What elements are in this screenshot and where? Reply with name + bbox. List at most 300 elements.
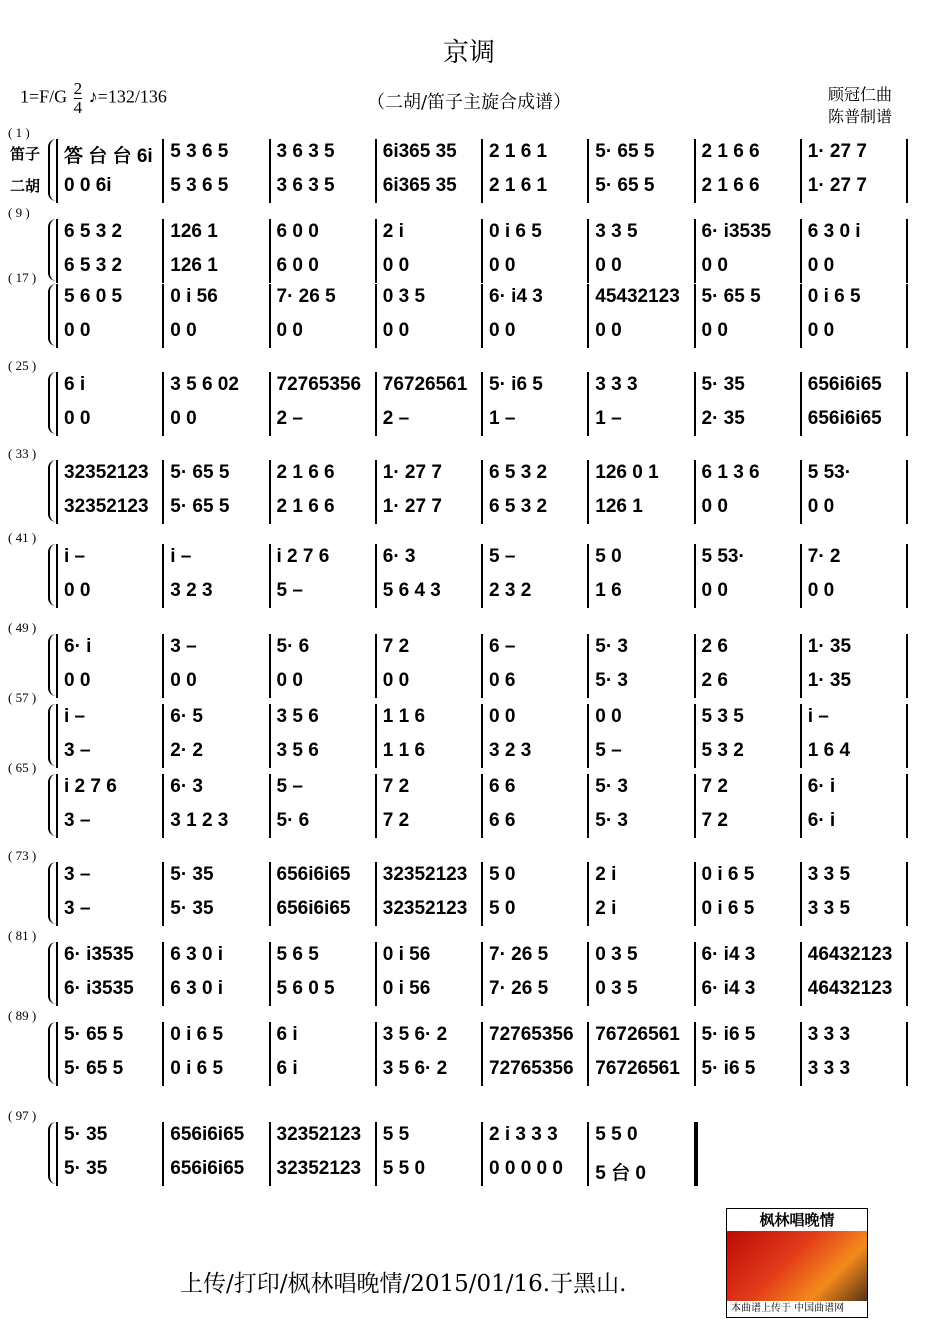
measure: 2· 2 [170, 740, 203, 761]
stamp-logo [726, 1208, 868, 1318]
barline [162, 862, 164, 926]
measure: 7 2 [701, 776, 728, 797]
measure: 2 i [382, 221, 404, 242]
measure-number: ( 81 ) [8, 928, 37, 943]
barline [162, 284, 164, 348]
measure: 6 5 3 2 [489, 496, 548, 517]
system-brace [48, 634, 56, 696]
measure: 0 0 0 0 0 [489, 1158, 563, 1179]
measure: 656i6i65 [807, 408, 882, 429]
measure: 0 0 [170, 320, 197, 341]
score-system [0, 530, 938, 610]
barline [269, 284, 271, 348]
measure: 2 1 6 6 [701, 141, 760, 162]
measure: 2 1 6 1 [489, 141, 548, 162]
barline [481, 634, 483, 698]
barline [694, 460, 696, 524]
score-system [0, 270, 938, 350]
barline [694, 1022, 696, 1086]
measure: 3 – [64, 898, 91, 919]
measure: 3 2 3 [489, 740, 532, 761]
system-brace [48, 284, 56, 346]
measure: 3 3 3 [807, 1024, 851, 1045]
barline [800, 544, 802, 608]
upload-footer: 上传/打印/枫林唱晚情/2015/01/16.于黑山. [180, 1271, 627, 1297]
measure: 0 0 [595, 706, 622, 727]
dizi-staff [58, 706, 908, 732]
measure: 72765356 [276, 374, 362, 395]
barline [800, 284, 802, 348]
measure: 0 0 [807, 496, 835, 517]
page-title: 京调 [442, 38, 495, 68]
key-signature: 1=F/G [20, 86, 68, 107]
score-system [0, 848, 938, 928]
measure: 5 5 [382, 1124, 410, 1145]
barline [56, 372, 58, 436]
measure: 0 i 6 5 [489, 221, 542, 242]
measure: 3 6 3 5 [276, 175, 335, 196]
system-brace [48, 544, 56, 606]
measure: 3 5 6 [276, 706, 319, 727]
measure: 0 0 [701, 496, 728, 517]
barline [694, 862, 696, 926]
measure-number: ( 41 ) [8, 530, 37, 545]
measure: 5· i6 5 [701, 1024, 756, 1045]
barline [375, 774, 377, 838]
measure: 5· i6 5 [489, 374, 543, 395]
measure: 6 5 3 2 [489, 462, 548, 483]
measure: 32352123 [64, 496, 149, 517]
measure: 2 1 6 6 [276, 496, 335, 517]
barline [587, 1022, 589, 1086]
measure: 3 5 6 [276, 740, 319, 761]
barline [481, 942, 483, 1006]
measure: 6 0 0 [276, 221, 319, 242]
measure: 6i365 35 [382, 141, 457, 162]
barline [269, 139, 271, 203]
barline [481, 774, 483, 838]
barline [906, 372, 908, 436]
barline [800, 942, 802, 1006]
barline [162, 139, 164, 203]
measure: i – [64, 546, 86, 567]
barline [587, 942, 589, 1006]
measure: 5 0 [489, 864, 516, 885]
erhu-staff [58, 320, 908, 346]
measure: 2 3 2 [489, 580, 532, 601]
measure: 76726561 [595, 1024, 680, 1045]
measure: 5 6 4 3 [382, 580, 441, 601]
measure: 5 – [276, 580, 303, 601]
barline [56, 284, 58, 348]
measure: 72765356 [489, 1024, 574, 1045]
measure: 6 i [276, 1024, 298, 1045]
measure: 5· 65 5 [595, 141, 655, 162]
barline [694, 1122, 698, 1186]
measure: 5· 35 [64, 1124, 108, 1145]
measure: 5· 65 5 [170, 496, 230, 517]
barline [694, 544, 696, 608]
barline [481, 1122, 483, 1186]
barline [800, 774, 802, 838]
measure: 46432123 [807, 944, 893, 965]
score-system [0, 125, 938, 205]
subtitle: （二胡/笛子主旋合成谱） [366, 92, 572, 113]
barline [162, 1122, 164, 1186]
dizi-staff [58, 1024, 908, 1050]
measure: 2 – [276, 408, 303, 429]
measure: 126 0 1 [595, 462, 659, 483]
barline [375, 942, 377, 1006]
measure: 5 6 5 [276, 944, 319, 965]
measure: 5· 35 [170, 864, 214, 885]
barline [906, 942, 908, 1006]
barline [906, 774, 908, 838]
measure: 3 5 6· 2 [382, 1058, 448, 1079]
measure: 6 i [64, 374, 86, 395]
measure: 5· 35 [170, 898, 214, 919]
barline [375, 372, 377, 436]
barline [587, 139, 589, 203]
measure: 6· i3535 [64, 944, 134, 965]
measure: 5 5 0 [595, 1124, 638, 1145]
measure-number: ( 97 ) [8, 1108, 37, 1123]
barline [481, 1022, 483, 1086]
measure: 2 6 [701, 636, 728, 657]
measure: 32352123 [276, 1124, 362, 1145]
erhu-staff [58, 496, 908, 522]
barline [269, 460, 271, 524]
measure: 126 1 [170, 221, 218, 242]
measure: 2 i [595, 864, 617, 885]
barline [906, 544, 908, 608]
measure: 3 – [64, 864, 91, 885]
measure: 3 3 3 [807, 1058, 851, 1079]
barline [481, 460, 483, 524]
system-brace [48, 1022, 56, 1084]
measure: 0 0 [64, 408, 91, 429]
barline [269, 1022, 271, 1086]
measure: 0 i 56 [382, 944, 431, 965]
measure: 5· 65 5 [701, 286, 761, 307]
barline [162, 704, 164, 768]
score-system [0, 620, 938, 700]
measure: 1· 27 7 [807, 141, 867, 162]
barline [906, 139, 908, 203]
barline [800, 1022, 802, 1086]
measure: 0 i 6 5 [701, 864, 755, 885]
measure: 76726561 [382, 374, 468, 395]
measure: 5· 65 5 [170, 462, 230, 483]
barline [906, 862, 908, 926]
dizi-staff [58, 221, 908, 247]
measure: 6· i [807, 810, 836, 831]
measure-number: ( 89 ) [8, 1008, 37, 1023]
measure: 0 3 5 [382, 286, 426, 307]
barline [375, 1022, 377, 1086]
measure: 5· 6 [276, 810, 310, 831]
measure: 6 3 0 i [170, 978, 224, 999]
measure: 0 3 5 [595, 944, 638, 965]
stamp-title: 枫林唱晚情 [727, 1209, 867, 1231]
barline [906, 704, 908, 768]
measure: 6· i [807, 776, 836, 797]
measure: 3 3 3 [595, 374, 638, 395]
measure: 3 1 2 3 [170, 810, 229, 831]
measure-number: ( 65 ) [8, 760, 37, 775]
measure: 7 2 [701, 810, 728, 831]
measure: 0 i 6 5 [170, 1024, 224, 1045]
measure: 答 台 台 6i [64, 146, 153, 167]
barline [481, 139, 483, 203]
measure: 2 i 3 3 3 [489, 1124, 558, 1145]
erhu-staff [58, 1058, 908, 1084]
measure: i – [170, 546, 192, 567]
barline [162, 372, 164, 436]
measure: i – [807, 706, 829, 727]
measure: 1· 27 7 [382, 496, 442, 517]
measure: 3 6 3 5 [276, 141, 335, 162]
barline [269, 634, 271, 698]
measure: 5 0 [595, 546, 622, 567]
barline [56, 1122, 58, 1186]
measure: 656i6i65 [807, 374, 882, 395]
measure: 0 0 [489, 706, 516, 727]
measure: 0 0 [595, 320, 622, 341]
measure: 7 2 [382, 636, 410, 657]
measure: 3 2 3 [170, 580, 213, 601]
measure: 5 – [489, 546, 516, 567]
barline [56, 704, 58, 768]
measure-number: ( 1 ) [8, 125, 30, 140]
measure: 656i6i65 [276, 898, 351, 919]
measure: 46432123 [807, 978, 893, 999]
part-label-dizi: 笛子 [10, 145, 41, 163]
measure: 0 0 [276, 670, 303, 691]
measure: 32352123 [382, 864, 468, 885]
measure: 7· 26 5 [276, 286, 336, 307]
measure: 2 6 [701, 670, 728, 691]
barline [481, 284, 483, 348]
measure: 3 – [64, 740, 91, 761]
barline [269, 942, 271, 1006]
measure-number: ( 9 ) [8, 205, 30, 220]
barline [587, 460, 589, 524]
system-brace [48, 372, 56, 434]
barline [587, 862, 589, 926]
measure: 0 0 [382, 255, 410, 276]
barline [800, 139, 802, 203]
erhu-staff [58, 810, 908, 836]
measure: 5· 65 5 [595, 175, 655, 196]
measure: 7 2 [382, 810, 410, 831]
barline [375, 634, 377, 698]
barline [162, 460, 164, 524]
erhu-staff [58, 1158, 908, 1184]
dizi-staff [58, 462, 908, 488]
barline [694, 634, 696, 698]
measure: 5· 6 [276, 636, 310, 657]
measure: 3 – [170, 636, 197, 657]
measure: 3 3 5 [807, 898, 851, 919]
barline [375, 862, 377, 926]
measure: 2 1 6 1 [489, 175, 548, 196]
erhu-staff [58, 978, 908, 1004]
measure: 7· 2 [807, 546, 841, 567]
measure: 6· 3 [382, 546, 416, 567]
barline [269, 774, 271, 838]
barline [587, 284, 589, 348]
barline [162, 942, 164, 1006]
barline [56, 460, 58, 524]
system-brace [48, 139, 56, 201]
score-system [0, 928, 938, 1008]
measure: 2· 35 [701, 408, 745, 429]
measure: 0 0 6i [64, 175, 112, 196]
barline [375, 460, 377, 524]
measure: 6· 3 [170, 776, 203, 797]
barline [162, 544, 164, 608]
barline [481, 704, 483, 768]
measure: 0 0 [170, 408, 197, 429]
system-brace [48, 704, 56, 766]
barline [481, 372, 483, 436]
measure: 6 3 0 i [170, 944, 224, 965]
barline [906, 1022, 908, 1086]
barline [269, 544, 271, 608]
measure: 5 3 6 5 [170, 141, 229, 162]
barline [269, 862, 271, 926]
barline [800, 460, 802, 524]
measure: 5 6 0 5 [64, 286, 123, 307]
measure-number: ( 73 ) [8, 848, 37, 863]
measure: 6 5 3 2 [64, 255, 123, 276]
score-system [0, 760, 938, 840]
measure: 126 1 [595, 496, 643, 517]
measure: 2 1 6 6 [276, 462, 335, 483]
measure-number: ( 49 ) [8, 620, 37, 635]
barline [269, 372, 271, 436]
stamp-footer: 本曲谱上传于 中国曲谱网 [727, 1301, 867, 1317]
measure: 3 3 5 [595, 221, 638, 242]
measure: 6 3 0 i [807, 221, 861, 242]
measure: 0 0 [807, 320, 835, 341]
measure: 6· i3535 [64, 978, 134, 999]
barline [162, 634, 164, 698]
barline [906, 460, 908, 524]
measure: 6· i4 3 [701, 978, 756, 999]
part-label-erhu: 二胡 [10, 177, 41, 195]
measure: 6 0 0 [276, 255, 319, 276]
measure: 6 6 [489, 810, 516, 831]
system-brace [48, 942, 56, 1004]
measure: 0 0 [489, 255, 516, 276]
barline [269, 1122, 271, 1186]
barline [56, 139, 58, 203]
tempo: ♪=132/136 [88, 86, 167, 107]
measure: 5 53· [807, 462, 852, 483]
score-system [0, 1108, 938, 1188]
erhu-staff [58, 580, 908, 606]
measure: i – [64, 706, 86, 727]
measure: 32352123 [382, 898, 468, 919]
measure-number: ( 33 ) [8, 446, 37, 461]
barline [481, 862, 483, 926]
measure: 2 1 6 6 [701, 175, 760, 196]
measure: 5 6 0 5 [276, 978, 335, 999]
system-brace [48, 460, 56, 522]
measure: 45432123 [595, 286, 680, 307]
barline [800, 704, 802, 768]
erhu-staff [58, 898, 908, 924]
measure: 0 0 [807, 580, 835, 601]
measure: 6· 5 [170, 706, 203, 727]
measure: 6· i3535 [701, 221, 772, 242]
measure: 7· 26 5 [489, 978, 549, 999]
barline [800, 862, 802, 926]
barline [375, 544, 377, 608]
measure: 0 i 6 5 [170, 1058, 224, 1079]
measure: 5 53· [701, 546, 745, 567]
measure: i 2 7 6 [276, 546, 330, 567]
barline [162, 1022, 164, 1086]
measure: 3 5 6· 2 [382, 1024, 448, 1045]
measure: 3 3 5 [807, 864, 851, 885]
barline [800, 634, 802, 698]
barline [56, 544, 58, 608]
dizi-staff [58, 944, 908, 970]
barline [56, 1022, 58, 1086]
dizi-staff [58, 546, 908, 572]
measure: 1· 35 [807, 636, 852, 657]
dizi-staff [58, 776, 908, 802]
measure: 0 0 [701, 320, 728, 341]
measure: 6 1 3 6 [701, 462, 760, 483]
measure: 0 i 56 [170, 286, 218, 307]
barline [694, 704, 696, 768]
measure: 5· i6 5 [701, 1058, 756, 1079]
measure: 5 3 5 [701, 706, 744, 727]
barline [694, 774, 696, 838]
arranger: 陈普制谱 [828, 107, 893, 126]
measure: 656i6i65 [276, 864, 351, 885]
barline [694, 284, 696, 348]
barline [56, 942, 58, 1006]
barline [694, 372, 696, 436]
measure: 32352123 [64, 462, 149, 483]
measure-number: ( 25 ) [8, 358, 37, 373]
barline [587, 774, 589, 838]
barline [587, 372, 589, 436]
measure: 5 – [595, 740, 622, 761]
time-bottom: 4 [73, 98, 83, 117]
measure: 6· i4 3 [701, 944, 756, 965]
measure: 7 2 [382, 776, 410, 797]
barline [587, 1122, 589, 1186]
barline [162, 774, 164, 838]
barline [56, 634, 58, 698]
barline [375, 1122, 377, 1186]
measure: 76726561 [595, 1058, 680, 1079]
measure: 1 1 6 [382, 706, 426, 727]
measure: 5· 65 5 [64, 1024, 124, 1045]
measure: 656i6i65 [170, 1124, 245, 1145]
erhu-staff [58, 175, 908, 201]
measure: 5 5 0 [382, 1158, 426, 1179]
measure: 2 i [595, 898, 617, 919]
measure: 5· 35 [701, 374, 745, 395]
measure: 5· 35 [64, 1158, 108, 1179]
